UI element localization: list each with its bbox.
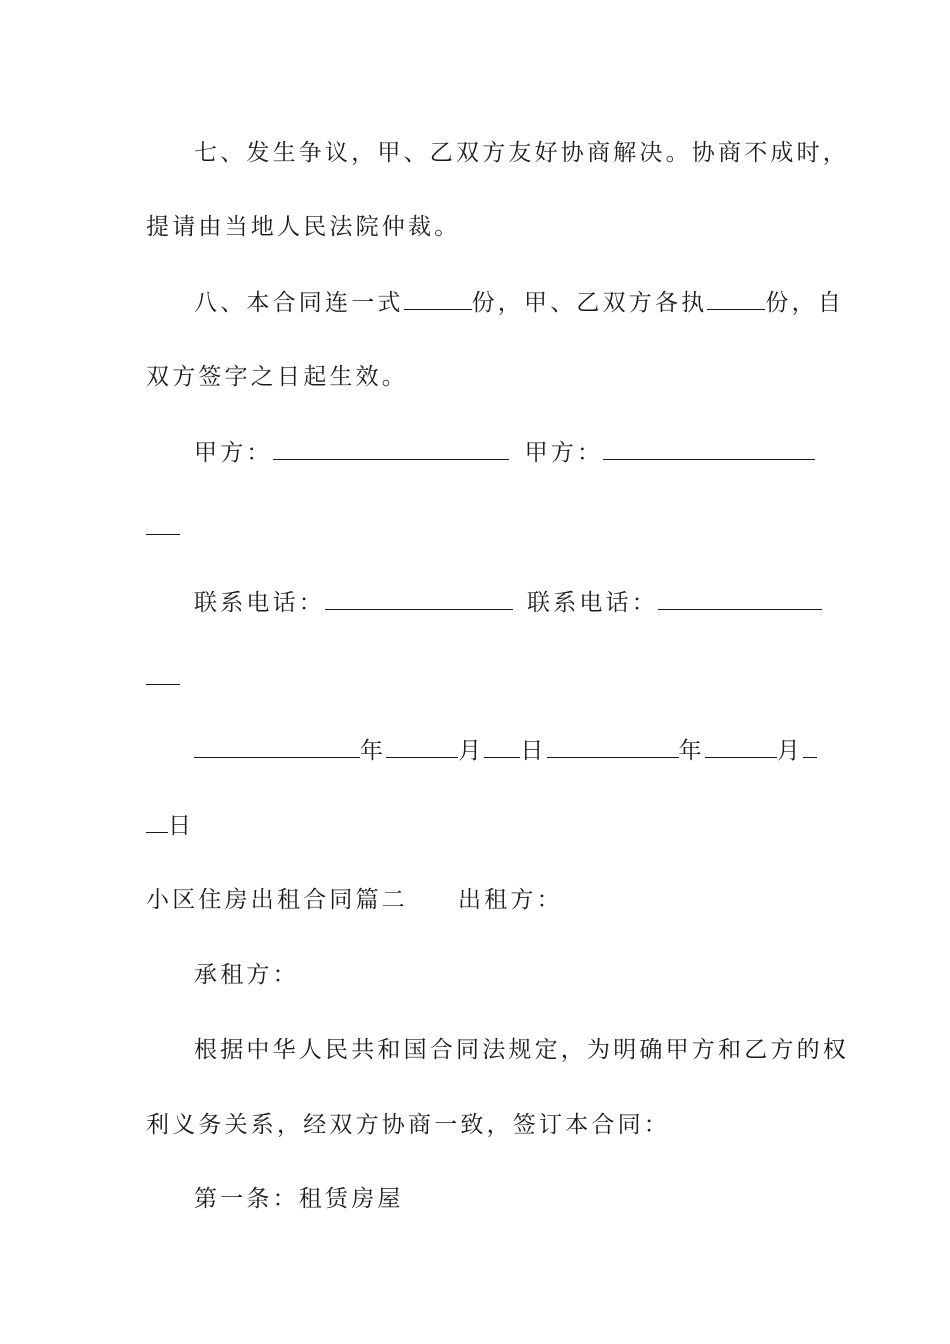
clause-8-text-copies: 八、本合同连一式 (194, 290, 404, 316)
phone-label-1: 联系电话： (194, 590, 325, 616)
copies-each-blank (707, 287, 765, 310)
date-day-1: 日 (520, 738, 547, 764)
section-title: 小区住房出租合同篇二 (146, 887, 408, 913)
year-blank-1 (194, 735, 360, 758)
phone-blank-2 (658, 587, 822, 610)
lessor-label: 出租方： (458, 887, 563, 913)
phone-blank-2-wrap (146, 662, 180, 685)
intro-line-1: 根据中华人民共和国合同法规定，为明确甲方和乙方的权 (194, 1037, 849, 1063)
party-a-blank-2-wrap (146, 512, 180, 535)
party-a-signature-line (194, 437, 815, 468)
party-a-blank-1 (273, 437, 509, 460)
month-blank-2 (705, 735, 777, 758)
phone-signature-line (194, 587, 822, 618)
party-a-label-2: 甲方： (524, 440, 604, 466)
copies-total-blank (404, 287, 472, 310)
date-year-2: 年 (678, 738, 705, 764)
year-blank-2 (547, 735, 679, 758)
clause-8-line-2: 双方签字之日起生效。 (146, 364, 408, 390)
date-day-2: 日 (168, 813, 195, 839)
party-a-label-1: 甲方： (194, 440, 273, 466)
clause-7-line-2: 提请由当地人民法院仲裁。 (146, 214, 461, 240)
phone-blank-1 (325, 587, 513, 610)
phone-label-2: 联系电话： (527, 590, 658, 616)
date-month-2: 月 (776, 738, 804, 764)
date-month-1: 月 (458, 738, 485, 764)
lessee-label: 承租方： (194, 962, 299, 988)
clause-8-text-from: 份，自 (765, 290, 845, 316)
month-blank-1 (386, 735, 458, 758)
clause-8-text-each: 份，甲、乙双方各执 (471, 290, 708, 316)
date-year-1: 年 (360, 738, 387, 764)
clause-8-line-1 (194, 287, 844, 318)
day-blank-1 (484, 735, 520, 758)
party-a-blank-continuation (146, 512, 180, 543)
party-a-blank-2 (603, 437, 815, 460)
intro-line-2: 利义务关系，经双方协商一致，签订本合同： (146, 1112, 670, 1138)
section-heading-line (146, 885, 563, 915)
clause-7-line-1: 七、发生争议，甲、乙双方友好协商解决。协商不成时， (194, 140, 849, 166)
date-signature-line (194, 735, 817, 766)
phone-blank-continuation (146, 662, 180, 693)
day-blank-2 (803, 735, 817, 758)
day-blank-2-wrap (146, 810, 168, 833)
article-1-heading: 第一条：租赁房屋 (194, 1186, 404, 1212)
date-continuation-line (146, 810, 194, 841)
